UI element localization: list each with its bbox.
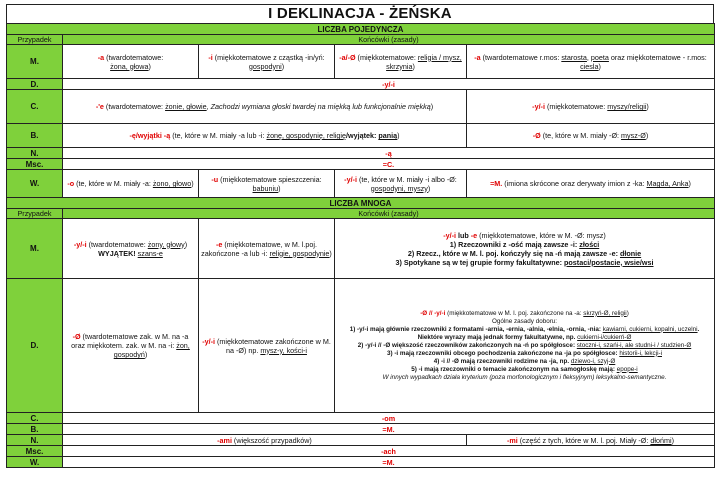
case-label: B. [7, 124, 63, 148]
case-label: B. [7, 424, 63, 435]
ending-cell: -Ø (twardotematowe zak. w M. na -a oraz miękkotem. zak. w M. na -i: żon, gospodyń) [63, 279, 199, 413]
sg-row-d [7, 79, 715, 90]
ending-cell: -mi (część z tych, które w M. l. poj. Miały -Ø: dłońmi) [467, 435, 715, 446]
endings-column-header: Końcówki (zasady) [63, 209, 715, 219]
ending-cell: -y/-i (miękkotematowe: myszy/religii) [467, 90, 715, 124]
ending-cell: -ę/wyjątki -ą (te, które w M. miały -a lub -i: żonę, gospodynię, religię/wyjątek: panią) [63, 124, 467, 148]
sg-row-c [7, 90, 715, 124]
case-label: N. [7, 148, 63, 159]
case-label: M. [7, 219, 63, 279]
page-title: I DEKLINACJA - ŻEŃSKA [6, 4, 714, 23]
case-label: D. [7, 279, 63, 413]
ending-cell: -y/-i (twardotematowe: żony, głowy) WYJĄTEK! szans-e [63, 219, 199, 279]
case-label: D. [7, 79, 63, 90]
ending-cell: -a (twardotematowe: żona, głowa) [63, 45, 199, 79]
ending-cell: -ą [63, 148, 715, 159]
case-label: M. [7, 45, 63, 79]
case-column-header: Przypadek [7, 35, 63, 45]
ending-cell: -y/-i lub -e (miękkotematowe, które w M. -Ø: mysz) 1) Rzeczowniki z -ość mają zawsze -i: złości 2) Rzecz., które w M. l. poj. kończyły się na -ń mają zawsze -e: dłonie 3) Spotykane są w tej grupie formy fakultatywne: postaci/postacie, wsie/wsi [335, 219, 715, 279]
pl-row-m [7, 219, 715, 279]
case-label: N. [7, 435, 63, 446]
ending-cell: -ami (większość przypadków) [63, 435, 467, 446]
pl-row-d [7, 279, 715, 413]
case-label: C. [7, 90, 63, 124]
case-column-header: Przypadek [7, 209, 63, 219]
ending-cell: -Ø // -y/-i (miękkotematowe w M. l. poj. zakończone na -a: skrzyń-Ø, religii) Ogólne zasady doboru: 1) -y/-i mają głównie rzeczowniki z formatami -arnia, -ernia, -alnia, -elnia, -ornia, -nia: kawiarni, cukierni, kopalni, uczelni. Niektóre wyrazy mają jednak formy fakultatywne, np. cukierni-i/cukierń-Ø 2) -y/-i // -Ø większość rzeczowników zakończonych na -ń po spółgłosce: stoczni-i, szańi-i, ale studni-i / studzien-Ø 3) -i mają rzeczowniki obcego pochodzenia zakończone na -ja po spółgłosce: historii-i, lekcji-i 4) -i // -Ø mają rzeczowniki rodzime na -ja, np. dziewo-i, szyj-Ø 5) -i mają rzeczowniki o temacie zakończonym na samogłoskę mają: epope-i W innych wypadkach działa kryterium (poza morfonologicznym i fleksyjnym) leksykalno-semantyczne. [335, 279, 715, 413]
pl-row-w [7, 457, 715, 468]
ending-cell: -y/-i (te, które w M. miały -i albo -Ø: gospodyni, myszy) [335, 170, 467, 198]
ending-cell: -om [63, 413, 715, 424]
ending-cell: -Ø (te, które w M. miały -Ø: mysz-Ø) [467, 124, 715, 148]
case-label: W. [7, 170, 63, 198]
sg-row-w [7, 170, 715, 198]
sg-row-m [7, 45, 715, 79]
declension-sheet [6, 4, 714, 468]
endings-column-header: Końcówki (zasady) [63, 35, 715, 45]
sg-row-b [7, 124, 715, 148]
pl-row-b [7, 424, 715, 435]
ending-cell: -i (miękkotematowe z cząstką -in/yń: gospodyni) [199, 45, 335, 79]
ending-cell: -a/-Ø (miękkotematowe: religia / mysz, skrzynia) [335, 45, 467, 79]
ending-cell: -'e (twardotematowe: żonie, głowie, Zachodzi wymiana głoski twardej na miękką lub funkcjonalnie miękką) [63, 90, 467, 124]
plural-header: LICZBA MNOGA [7, 198, 715, 209]
ending-cell: =C. [63, 159, 715, 170]
case-label: W. [7, 457, 63, 468]
sg-row-n [7, 148, 715, 159]
declension-table [6, 23, 715, 468]
singular-header: LICZBA POJEDYNCZA [7, 24, 715, 35]
ending-cell: =M. (imiona skrócone oraz derywaty imion z -ka: Magda, Anka) [467, 170, 715, 198]
ending-cell: -o (te, które w M. miały -a: żono, głowo) [63, 170, 199, 198]
ending-cell: -y/-i [63, 79, 715, 90]
pl-row-msc [7, 446, 715, 457]
ending-cell: -ach [63, 446, 715, 457]
ending-cell: =M. [63, 424, 715, 435]
pl-row-c [7, 413, 715, 424]
case-label: Msc. [7, 446, 63, 457]
ending-cell: -y/-i (miękkotematowe zakończone w M. na -Ø) np. mysz-y, kości-i [199, 279, 335, 413]
case-label: C. [7, 413, 63, 424]
ending-cell: -a (twardotematowe r.mos: starosta, poeta oraz miękkotematowe - r.mos: ciesla) [467, 45, 715, 79]
pl-row-n [7, 435, 715, 446]
case-label: Msc. [7, 159, 63, 170]
sg-row-msc [7, 159, 715, 170]
ending-cell: =M. [63, 457, 715, 468]
ending-cell: -e (miękkotematowe, w M. l.poj. zakończone -a lub -i: religie, gospodynie) [199, 219, 335, 279]
ending-cell: -u (miękkotematowe spieszczenia: babuniu) [199, 170, 335, 198]
